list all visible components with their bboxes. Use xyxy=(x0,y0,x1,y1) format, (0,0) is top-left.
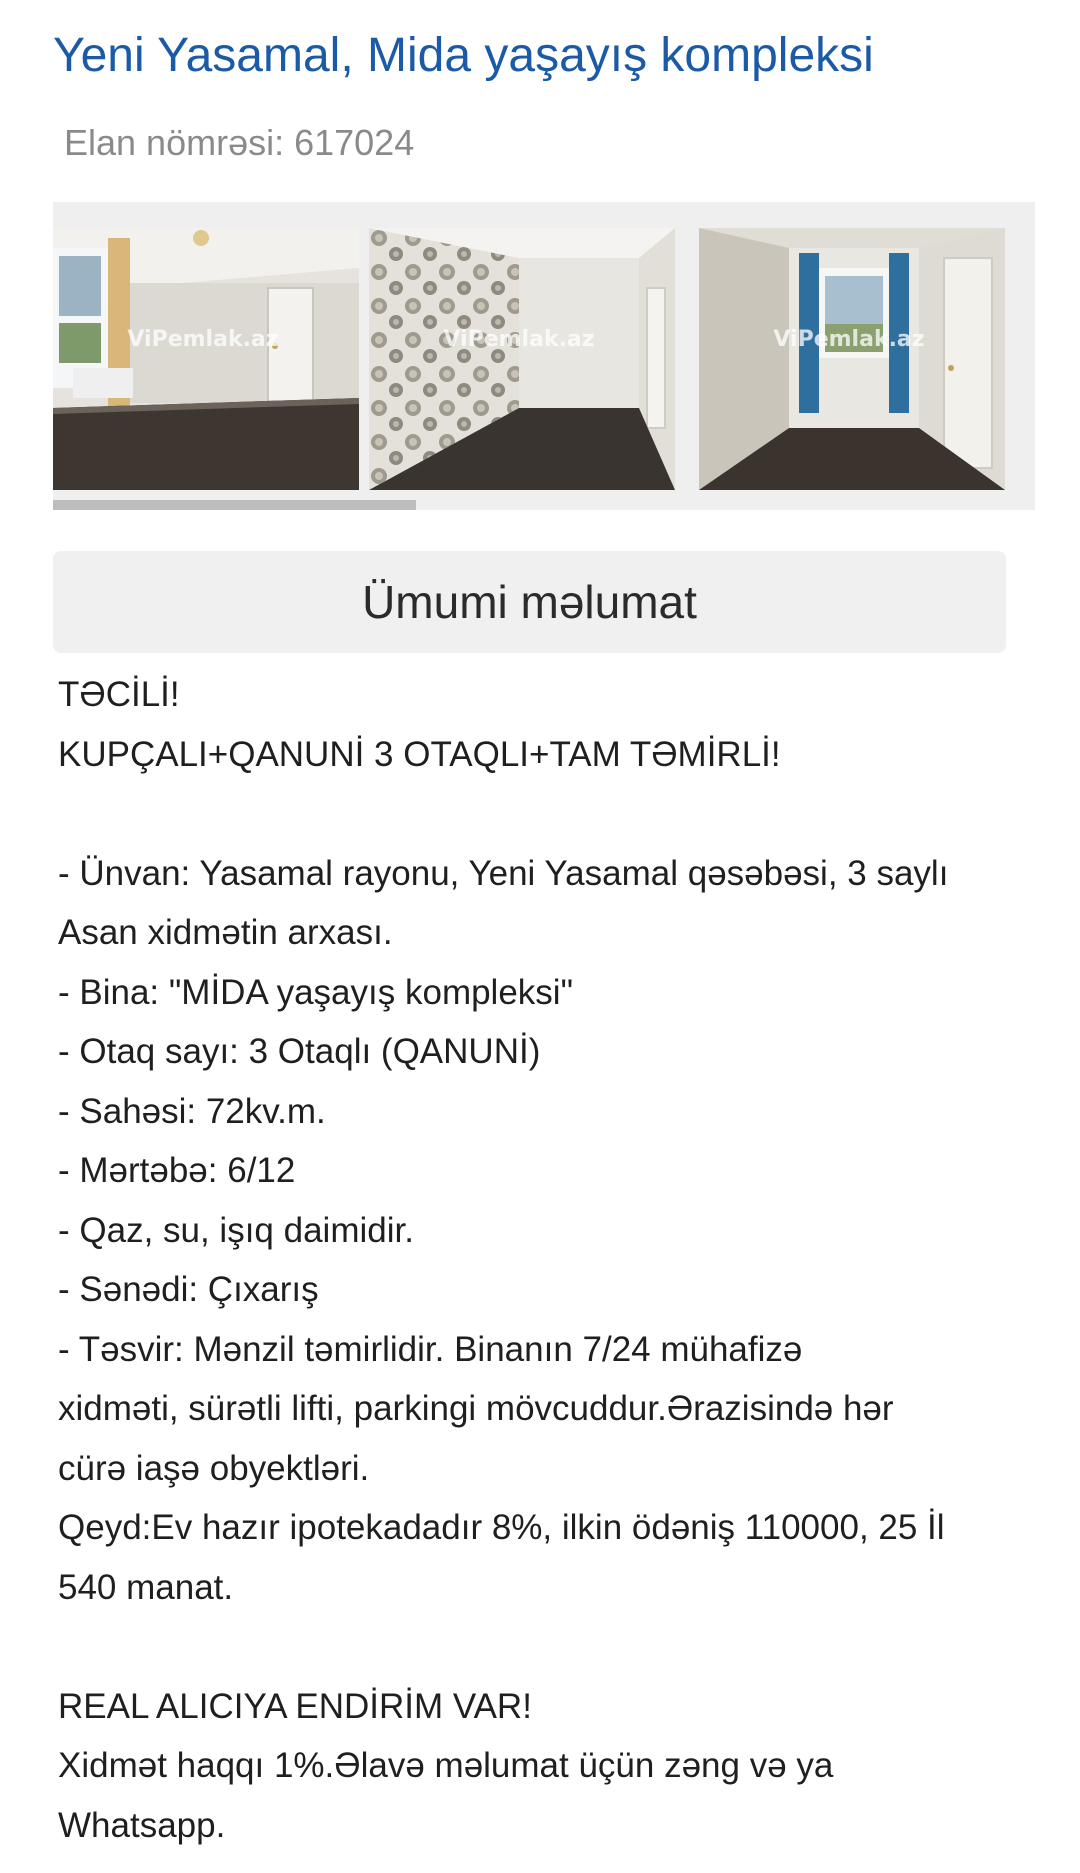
gallery-scrollbar-thumb[interactable] xyxy=(53,500,416,510)
description-line: xidməti, sürətli lifti, parkingi mövcuddur.Ərazisində hər xyxy=(58,1389,894,1428)
description-line: - Qaz, su, işıq daimidir. xyxy=(58,1210,414,1250)
watermark-1: ViPemlak.az xyxy=(127,327,279,352)
description-line: Whatsapp. xyxy=(58,1805,226,1845)
description-line: - Ünvan: Yasamal rayonu, Yeni Yasamal qəsəbəsi, 3 saylı xyxy=(58,853,949,893)
room-photo-2 xyxy=(369,228,675,490)
description-line: Asan xidmətin arxası. xyxy=(58,913,393,952)
gallery-photo-3[interactable] xyxy=(699,228,1005,490)
general-info-header: Ümumi məlumat xyxy=(53,551,1006,653)
description-line: cürə iaşə obyektləri. xyxy=(58,1448,370,1488)
listing-title: Yeni Yasamal, Mida yaşayış kompleksi xyxy=(53,29,874,82)
listing-number: Elan nömrəsi: 617024 xyxy=(64,122,415,163)
description-line: 540 manat. xyxy=(58,1567,234,1607)
listing-description xyxy=(58,665,1008,1855)
description-line: - Sənədi: Çıxarış xyxy=(58,1270,319,1309)
watermark-2: ViPemlak.az xyxy=(443,327,595,352)
description-line: - Təsvir: Mənzil təmirlidir. Binanın 7/24 mühafizə xyxy=(58,1329,803,1369)
description-line: - Sahəsi: 72kv.m. xyxy=(58,1091,326,1131)
description-line xyxy=(58,1617,1008,1677)
description-line: KUPÇALI+QANUNİ 3 OTAQLI+TAM TƏMİRLİ! xyxy=(58,734,781,774)
gallery-scrollbar[interactable] xyxy=(53,500,1035,510)
description-line: - Otaq sayı: 3 Otaqlı (QANUNİ) xyxy=(58,1032,541,1071)
description-line: Qeyd:Ev hazır ipotekadadır 8%, ilkin ödəniş 110000, 25 İl xyxy=(58,1508,945,1547)
description-line: TƏCİLİ! xyxy=(58,675,180,714)
description-line: - Bina: "MİDA yaşayış kompleksi" xyxy=(58,972,574,1012)
description-line: - Mərtəbə: 6/12 xyxy=(58,1151,296,1190)
description-line xyxy=(58,784,1008,844)
watermark-3: ViPemlak.az xyxy=(773,327,925,352)
gallery-photo-1[interactable] xyxy=(53,228,359,490)
description-line: Xidmət haqqı 1%.Əlavə məlumat üçün zəng və ya xyxy=(58,1746,834,1785)
photo-gallery[interactable] xyxy=(53,202,1035,510)
description-line: REAL ALICIYA ENDİRİM VAR! xyxy=(58,1686,532,1726)
room-photo-3 xyxy=(699,228,1005,490)
gallery-photo-2[interactable] xyxy=(369,228,675,490)
room-photo-1 xyxy=(53,228,359,490)
